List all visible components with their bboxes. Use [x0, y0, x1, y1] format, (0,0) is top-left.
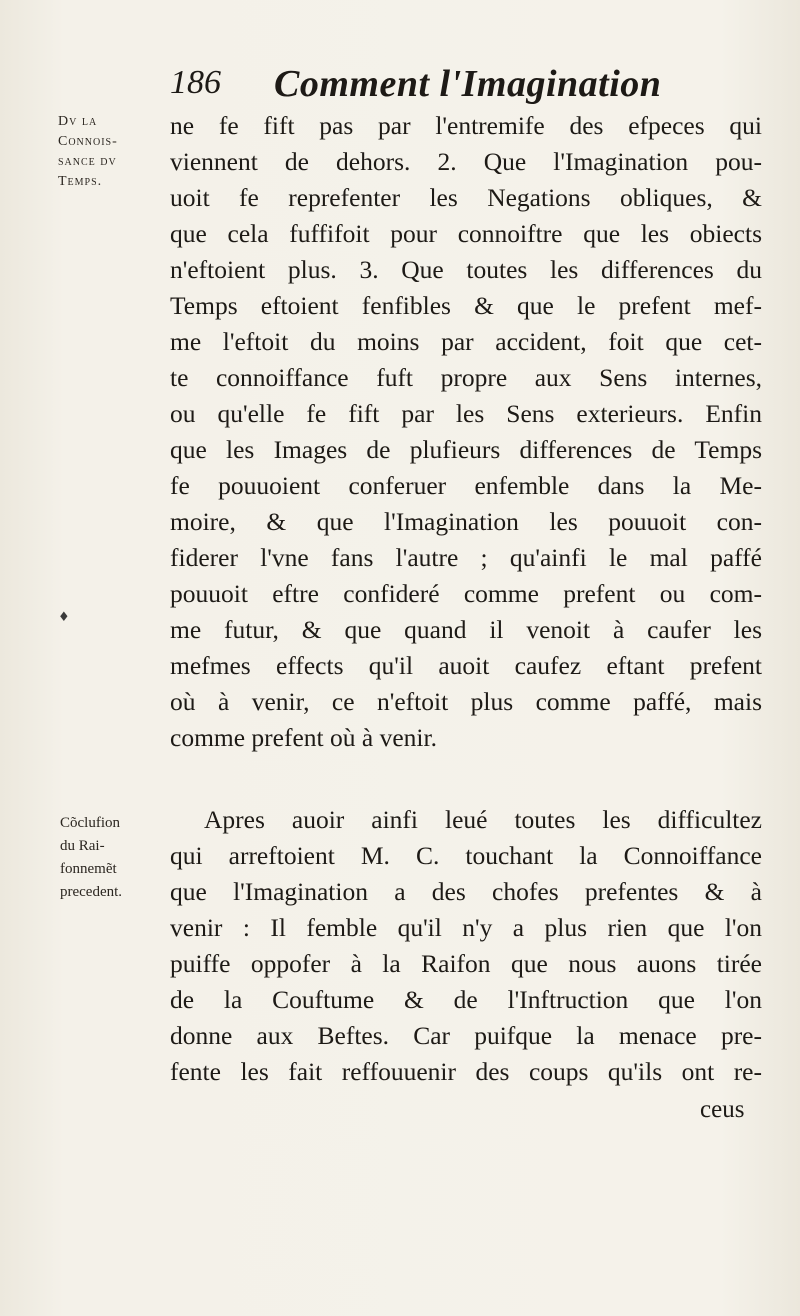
text-line: que les Images de plufieurs differences de Temps	[170, 435, 762, 464]
text-line: que cela fuffifoit pour connoiftre que les obiects	[170, 219, 762, 248]
text-line: fente les fait reffouuenir des coups qu'ils ont re-	[170, 1057, 762, 1086]
marginal-note-topic	[58, 112, 118, 192]
marginal-note-line: du Rai-	[60, 838, 105, 854]
paragraph-2	[170, 802, 762, 1090]
marginal-note-line: sance dv	[58, 154, 117, 169]
margin-mark: ♦	[58, 610, 70, 625]
text-line: uoit fe reprefenter les Negations obliques, &	[170, 183, 762, 212]
text-line: moire, & que l'Imagination les pouuoit con-	[170, 507, 762, 536]
text-line: fiderer l'vne fans l'autre ; qu'ainfi le mal paffé	[170, 543, 762, 572]
page-number: 186	[170, 64, 221, 101]
marginal-note-line: Dv la	[58, 114, 98, 129]
text-line: qui arreftoient M. C. touchant la Connoiffance	[170, 841, 762, 870]
text-line: Apres auoir ainfi leué toutes les difficultez	[204, 805, 762, 834]
text-line: de la Couftume & de l'Inftruction que l'on	[170, 985, 762, 1014]
text-line: te connoiffance fuft propre aux Sens internes,	[170, 363, 762, 392]
catchword: ceus	[700, 1096, 745, 1123]
marginal-note-line: Connois-	[58, 134, 118, 149]
text-line: fe pouuoient conferuer enfemble dans la Me-	[170, 471, 762, 500]
text-line: viennent de dehors. 2. Que l'Imagination pou-	[170, 147, 762, 176]
text-line: n'eftoient plus. 3. Que toutes les differences du	[170, 255, 762, 284]
text-line: venir : Il femble qu'il n'y a plus rien que l'on	[170, 913, 762, 942]
paragraph-1	[170, 108, 762, 756]
text-line: puiffe oppofer à la Raifon que nous auons tirée	[170, 949, 762, 978]
marginal-note-conclusion	[60, 812, 122, 904]
text-line: mefmes effects qu'il auoit caufez eftant prefent	[170, 651, 762, 680]
text-line: où à venir, ce n'eftoit plus comme paffé, mais	[170, 687, 762, 716]
text-line: me futur, & que quand il venoit à caufer les	[170, 615, 762, 644]
text-line: donne aux Beftes. Car puifque la menace pre-	[170, 1021, 762, 1050]
text-line: ou qu'elle fe fift par les Sens exterieurs. Enfin	[170, 399, 762, 428]
marginal-note-line: Temps.	[58, 174, 103, 189]
marginal-note-line: Cõclufion	[60, 815, 120, 831]
marginal-note-line: fonnemẽt	[60, 861, 117, 877]
page-header	[170, 62, 770, 112]
text-line: pouuoit eftre confideré comme prefent ou com-	[170, 579, 762, 608]
text-line: ne fe fift pas par l'entremife des efpeces qui	[170, 111, 762, 140]
running-title: Comment l'Imagination	[274, 63, 662, 105]
marginal-note-line: precedent.	[60, 884, 123, 900]
text-line: Temps eftoient fenfibles & que le prefent mef-	[170, 291, 762, 320]
text-line: me l'eftoit du moins par accident, foit que cet-	[170, 327, 762, 356]
text-line: que l'Imagination a des chofes prefentes & à	[170, 877, 762, 906]
text-line: comme prefent où à venir.	[170, 723, 437, 752]
